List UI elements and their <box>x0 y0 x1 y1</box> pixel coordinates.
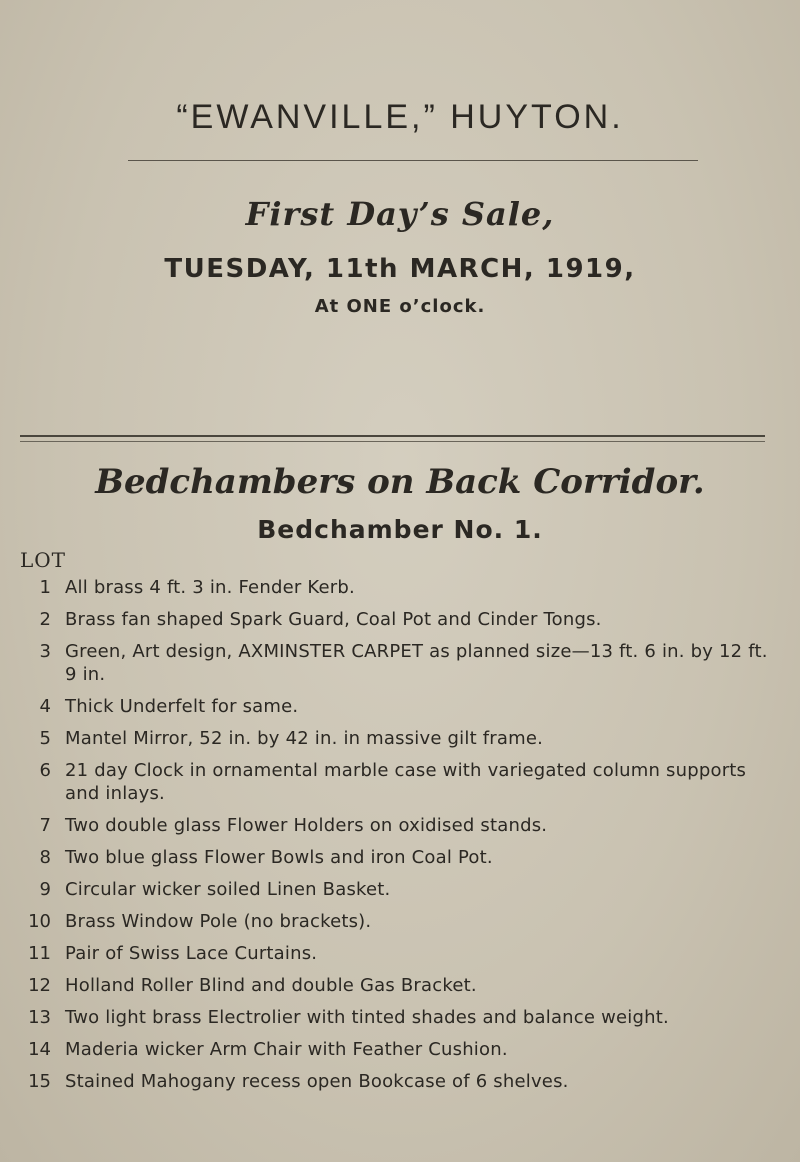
lot-item-7 <box>20 814 780 837</box>
lot-number: 12 <box>28 975 51 996</box>
lot-item-1 <box>20 576 780 599</box>
lot-description: Two light brass Electrolier with tinted shades and balance weight. <box>65 1007 669 1028</box>
lot-item-11 <box>20 942 780 965</box>
lot-item-2 <box>20 608 780 631</box>
lot-number: 1 <box>39 577 51 598</box>
lot-number: 13 <box>28 1007 51 1028</box>
lot-number: 15 <box>28 1071 51 1092</box>
lot-number: 5 <box>39 728 51 749</box>
lot-description: Thick Underfelt for same. <box>65 696 299 717</box>
lot-number: 7 <box>39 815 51 836</box>
sale-title: First Day’s Sale, <box>245 195 555 233</box>
lot-item-3 <box>20 640 780 686</box>
lot-number: 14 <box>28 1039 51 1060</box>
lot-number: 11 <box>28 943 51 964</box>
lot-item-14 <box>20 1038 780 1061</box>
lot-column-header: LOT <box>20 548 67 572</box>
lot-item-4 <box>20 695 780 718</box>
lot-number: 6 <box>39 760 51 781</box>
lot-item-5 <box>20 727 780 750</box>
lot-description: Mantel Mirror, 52 in. by 42 in. in massive gilt frame. <box>65 728 544 749</box>
page-title: “EWANVILLE,” HUYTON. <box>176 98 624 136</box>
lot-number: 10 <box>28 911 51 932</box>
section-subtitle: Bedchamber No. 1. <box>257 515 543 544</box>
lot-item-8 <box>20 846 780 869</box>
lot-number: 2 <box>39 609 51 630</box>
lot-description: Two blue glass Flower Bowls and iron Coal Pot. <box>65 847 493 868</box>
sale-time: At ONE o’clock. <box>314 296 486 317</box>
lot-item-9 <box>20 878 780 901</box>
lot-description: Brass Window Pole (no brackets). <box>65 911 372 932</box>
lot-number: 4 <box>39 696 51 717</box>
lot-description: 21 day Clock in ornamental marble case with variegated column supports and inlays. <box>65 760 747 804</box>
lot-item-13 <box>20 1006 780 1029</box>
lot-description: Two double glass Flower Holders on oxidised stands. <box>65 815 548 836</box>
lot-item-10 <box>20 910 780 933</box>
lot-item-15 <box>20 1070 780 1093</box>
divider-double-upper <box>20 435 765 437</box>
lot-list <box>20 576 780 1102</box>
lot-item-12 <box>20 974 780 997</box>
divider-double-lower <box>20 441 765 442</box>
lot-description: Pair of Swiss Lace Curtains. <box>65 943 318 964</box>
sale-date: TUESDAY, 11th MARCH, 1919, <box>164 254 636 284</box>
lot-description: Holland Roller Blind and double Gas Bracket. <box>65 975 477 996</box>
lot-number: 8 <box>39 847 51 868</box>
lot-description: Maderia wicker Arm Chair with Feather Cushion. <box>65 1039 508 1060</box>
lot-item-6 <box>20 759 780 805</box>
lot-description: Brass fan shaped Spark Guard, Coal Pot and Cinder Tongs. <box>65 609 602 630</box>
lot-number: 9 <box>39 879 51 900</box>
lot-number: 3 <box>39 641 51 662</box>
lot-description: Stained Mahogany recess open Bookcase of 6 shelves. <box>65 1071 569 1092</box>
lot-description: Circular wicker soiled Linen Basket. <box>65 879 391 900</box>
divider-top <box>128 160 698 161</box>
section-title: Bedchambers on Back Corridor. <box>95 462 705 502</box>
lot-description: Green, Art design, AXMINSTER CARPET as planned size—13 ft. 6 in. by 12 ft. 9 in. <box>65 641 768 685</box>
lot-description: All brass 4 ft. 3 in. Fender Kerb. <box>65 577 355 598</box>
